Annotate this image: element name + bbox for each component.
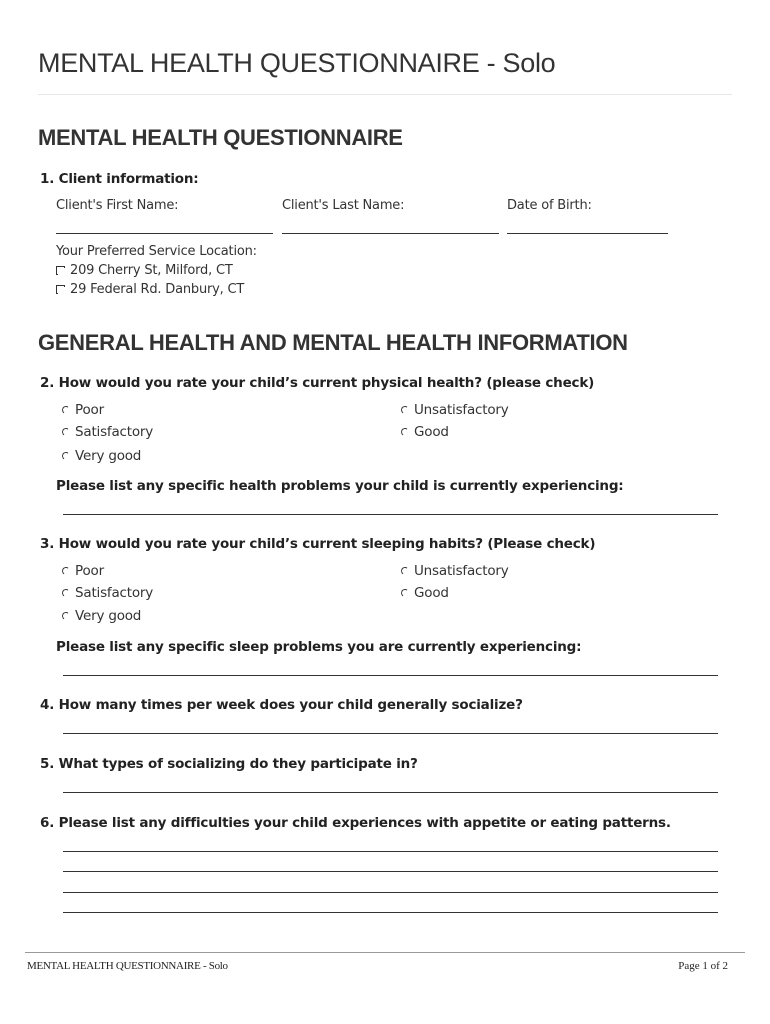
first-name-label: Client's First Name: <box>56 198 179 213</box>
q3-option-very-good[interactable] <box>62 608 141 624</box>
question-3-sleeping-habits: 3. How would you rate your child’s current sleeping habits? (Please check) <box>40 536 596 552</box>
document-title: MENTAL HEALTH QUESTIONNAIRE - Solo <box>38 48 556 78</box>
q2-answer-line[interactable] <box>63 514 718 515</box>
last-name-label: Client's Last Name: <box>282 198 405 213</box>
radio-icon[interactable] <box>400 566 409 575</box>
location-option-danbury[interactable] <box>56 282 244 297</box>
option-label: Satisfactory <box>75 585 154 601</box>
q4-answer-line[interactable] <box>63 733 718 734</box>
service-location-label: Your Preferred Service Location: <box>56 244 257 259</box>
q2-option-unsatisfactory[interactable] <box>401 402 509 418</box>
section-heading-general-health: GENERAL HEALTH AND MENTAL HEALTH INFORMATION <box>38 330 628 355</box>
option-label: Very good <box>75 448 142 464</box>
section-heading-questionnaire: MENTAL HEALTH QUESTIONNAIRE <box>38 125 403 150</box>
radio-icon[interactable] <box>61 588 70 597</box>
location-option-milford[interactable] <box>56 263 233 278</box>
q2-option-poor[interactable] <box>62 402 104 418</box>
option-label: Poor <box>75 402 104 418</box>
q3-answer-line[interactable] <box>63 675 718 676</box>
radio-icon[interactable] <box>400 588 409 597</box>
option-label: Unsatisfactory <box>414 563 509 579</box>
question-5-socializing-types: 5. What types of socializing do they participate in? <box>40 756 418 772</box>
checkbox-icon[interactable] <box>56 266 65 275</box>
date-of-birth-field[interactable] <box>507 233 668 234</box>
option-label: Unsatisfactory <box>414 402 509 418</box>
footer-document-title: MENTAL HEALTH QUESTIONNAIRE - Solo <box>27 960 228 972</box>
first-name-field[interactable] <box>56 233 273 234</box>
q6-answer-line-4[interactable] <box>63 912 718 913</box>
q2-option-very-good[interactable] <box>62 448 141 464</box>
radio-icon[interactable] <box>61 405 70 414</box>
option-label: Satisfactory <box>75 424 154 440</box>
date-of-birth-label: Date of Birth: <box>507 198 592 213</box>
option-label: Poor <box>75 563 104 579</box>
question-6-appetite-difficulties: 6. Please list any difficulties your child experiences with appetite or eating patterns. <box>40 815 671 831</box>
q2-option-good[interactable] <box>401 424 449 440</box>
q6-answer-line-1[interactable] <box>63 851 718 852</box>
location-option-label: 29 Federal Rd. Danbury, CT <box>70 282 245 297</box>
q2-option-satisfactory[interactable] <box>62 424 153 440</box>
footer-page-number: Page 1 of 2 <box>678 960 728 972</box>
footer-divider <box>25 952 745 953</box>
question-1-client-information: 1. Client information: <box>40 171 199 187</box>
radio-icon[interactable] <box>61 427 70 436</box>
radio-icon[interactable] <box>61 611 70 620</box>
question-2-physical-health: 2. How would you rate your child’s current physical health? (please check) <box>40 375 595 391</box>
radio-icon[interactable] <box>400 405 409 414</box>
location-option-label: 209 Cherry St, Milford, CT <box>70 263 233 278</box>
q3-option-poor[interactable] <box>62 563 104 579</box>
q3-option-good[interactable] <box>401 585 449 601</box>
question-4-socialize-frequency: 4. How many times per week does your child generally socialize? <box>40 697 523 713</box>
checkbox-icon[interactable] <box>56 285 65 294</box>
last-name-field[interactable] <box>282 233 499 234</box>
option-label: Good <box>414 585 449 601</box>
q5-answer-line[interactable] <box>63 792 718 793</box>
q6-answer-line-2[interactable] <box>63 871 718 872</box>
title-divider <box>38 94 732 95</box>
radio-icon[interactable] <box>61 451 70 460</box>
option-label: Good <box>414 424 449 440</box>
q3-option-satisfactory[interactable] <box>62 585 153 601</box>
radio-icon[interactable] <box>61 566 70 575</box>
radio-icon[interactable] <box>400 427 409 436</box>
q6-answer-line-3[interactable] <box>63 892 718 893</box>
q3-followup-prompt: Please list any specific sleep problems you are currently experiencing: <box>56 639 582 655</box>
option-label: Very good <box>75 608 142 624</box>
q2-followup-prompt: Please list any specific health problems your child is currently experiencing: <box>56 478 624 494</box>
q3-option-unsatisfactory[interactable] <box>401 563 509 579</box>
